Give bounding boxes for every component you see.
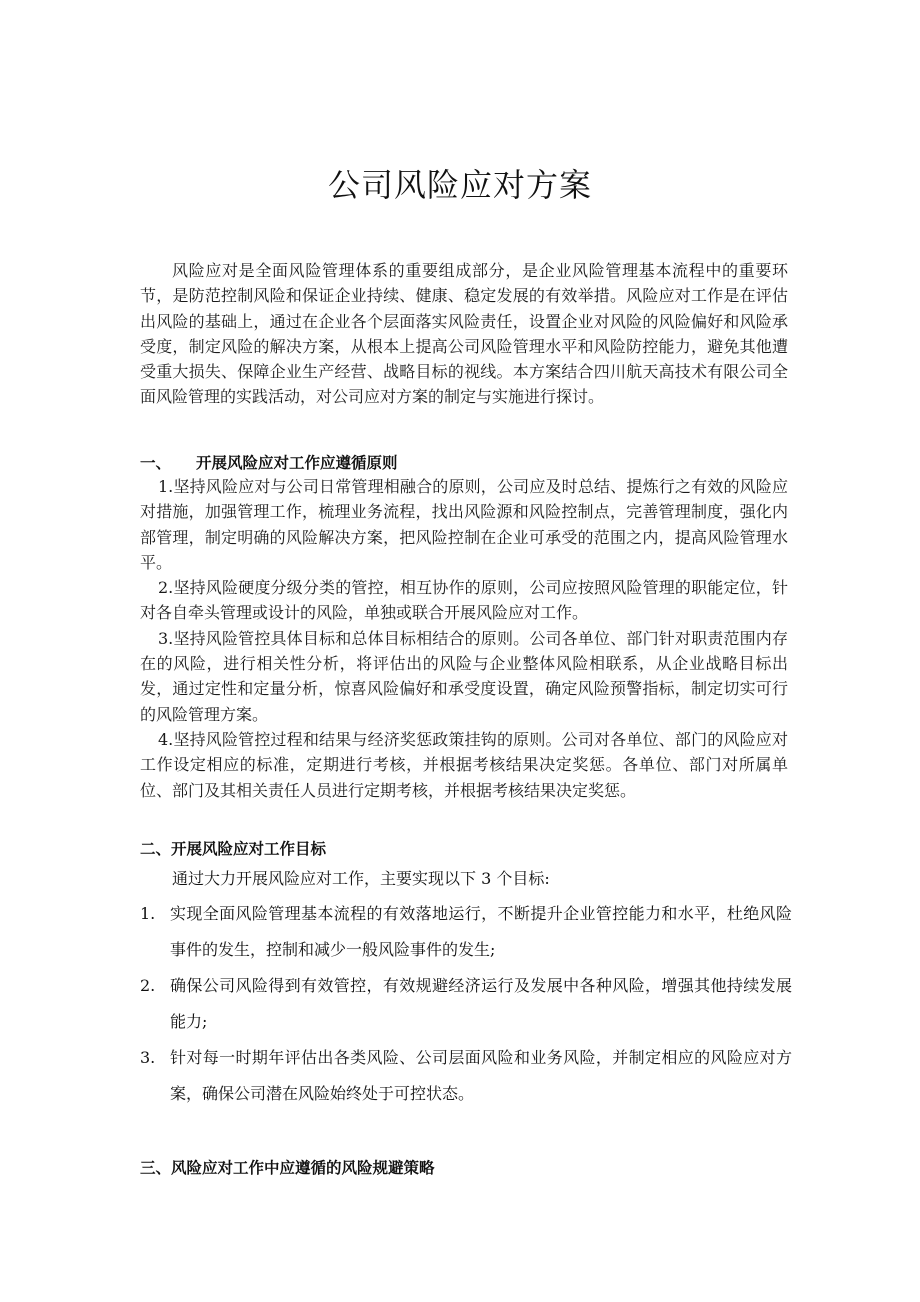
goal-item <box>140 1040 792 1112</box>
section-1-number: 一、 <box>140 453 172 472</box>
goal-number: 2. <box>140 976 156 995</box>
section-2-heading: 二、开展风险应对工作目标 <box>140 839 327 858</box>
principle-item: 2.坚持风险硬度分级分类的管控，相互协作的原则，公司应按照风险管理的职能定位，针对各自牵头管理或设计的风险，单独或联合开展风险应对工作。 <box>140 578 788 623</box>
goal-number: 3. <box>140 1048 156 1067</box>
principle-item: 3.坚持风险管控具体目标和总体目标相结合的原则。公司各单位、部门针对职责范围内存在的风险，进行相关性分析，将评估出的风险与企业整体风险相联系，从企业战略目标出发，通过定性和定量分析，惊喜风险偏好和承受度设置，确定风险预警指标，制定切实可行的风险管理方案。 <box>140 628 788 724</box>
goal-item <box>140 968 792 1040</box>
document-title: 公司风险应对方案 <box>327 166 592 204</box>
goal-item <box>140 896 792 968</box>
section-3-heading: 三、风险应对工作中应遵循的风险规避策略 <box>140 1158 435 1177</box>
principle-item: 1.坚持风险应对与公司日常管理相融合的原则，公司应及时总结、提炼行之有效的风险应对措施，加强管理工作，梳理业务流程，找出风险源和风险控制点，完善管理制度，强化内部管理，制定明确的风险解决方案，把风险控制在企业可承受的范围之内，提高风险管理水平。 <box>140 477 788 572</box>
principles-list <box>140 474 788 803</box>
goal-text: 针对每一时期年评估出各类风险、公司层面风险和业务风险，并制定相应的风险应对方案，确保公司潜在风险始终处于可控状态。 <box>170 1048 792 1103</box>
goal-text: 实现全面风险管理基本流程的有效落地运行，不断提升企业管控能力和水平，杜绝风险事件的发生，控制和减少一般风险事件的发生; <box>170 904 792 959</box>
principle-item: 4.坚持风险管控过程和结果与经济奖惩政策挂钩的原则。公司对各单位、部门的风险应对工作设定相应的标准，定期进行考核，并根据考核结果决定奖惩。各单位、部门对所属单位、部门及其相关责任人员进行定期考核，并根据考核结果决定奖惩。 <box>140 729 788 800</box>
goal-number: 1. <box>140 904 156 923</box>
goals-intro: 通过大力开展风险应对工作，主要实现以下 3 个目标: <box>172 869 550 888</box>
goal-text: 确保公司风险得到有效管控，有效规避经济运行及发展中各种风险，增强其他持续发展能力; <box>170 976 792 1031</box>
section-1-heading <box>140 451 398 473</box>
section-1-title: 开展风险应对工作应遵循原则 <box>196 453 398 472</box>
intro-paragraph: 风险应对是全面风险管理体系的重要组成部分，是企业风险管理基本流程中的重要环节，是防范控制风险和保证企业持续、健康、稳定发展的有效举措。风险应对工作是在评估出风险的基础上，通过在企业各个层面落实风险责任，设置企业对风险的风险偏好和风险承受度，制定风险的解决方案，从根本上提高公司风险管理水平和风险防控能力，避免其他遭受重大损失、保障企业生产经营、战略目标的视线。本方案结合四川航天高技术有限公司全面风险管理的实践活动，对公司应对方案的制定与实施进行探讨。 <box>140 261 788 407</box>
